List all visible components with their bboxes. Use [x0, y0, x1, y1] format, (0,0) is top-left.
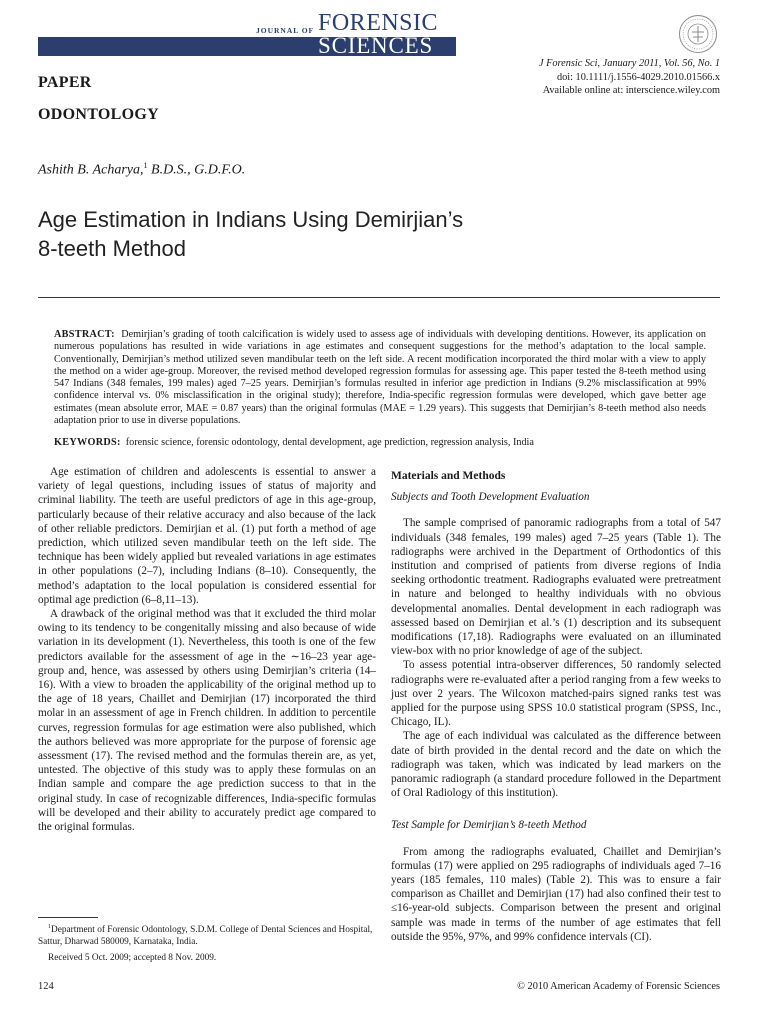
author-name: Ashith B. Acharya, — [38, 162, 144, 178]
academy-seal-icon — [678, 14, 718, 54]
title-line-1: Age Estimation in Indians Using Demirjian’s — [38, 207, 464, 232]
intro-paragraph-1: Age estimation of children and adolescents is essential to answer a variety of legal questions, including issues of status of majority and criminal liability. The teeth are useful predictors of age in this age-group, particularly because of their relative accuracy and also because of the lack of other reliable predictors. Demirjian et al. (1) put forth a method of age prediction, which utilized seven mandibular teeth on the left side. The technique has been widely applied but revealed variations in age estimates in other populations (2–7), including Indians (8–10). Consequently, the method’s adaptation to the local population is considered essential for optimal age prediction (6–8,11–13). — [38, 466, 376, 606]
abstract-text: Demirjian’s grading of tooth calcification is widely used to assess age of individuals with developing dentitions. However, its application on numerous populations has resulted in wide variations in age estimates and consequent suggestions for the method’s adaptation to the local sample. Conventionally, Demirjian’s method utilized seven mandibular teeth on the left side. A recent modification incorporated the third molar with a view to apply the method on a wider age-group. Moreover, the revised method developed regression formulas for assessing age. This paper tested the 8-teeth method using 547 Indians (348 females, 199 males) aged 7–25 years. Demirjian’s formulas resulted in inferior age prediction in Indians (9.2% misclassification at 99% confidence interval vs. 0% misclassification in the original study); therefore, India-specific regression formulas were developed, which gave better age estimates (mean absolute error, MAE = 0.87 years) than the original formulas (MAE = 1.29 years). This suggests that Demirjian’s 8-teeth method also needs adaptation prior to use in diverse populations. — [54, 329, 706, 427]
page-number: 124 — [38, 981, 54, 992]
masthead-journal-of: JOURNAL OF — [256, 26, 315, 35]
citation-block — [539, 57, 720, 98]
author-line — [38, 161, 245, 179]
title-divider — [38, 297, 720, 298]
keywords — [54, 436, 706, 449]
test-sample-paragraph-1: From among the radiographs evaluated, Chaillet and Demirjian’s formulas (17) were applied on 295 radiographs of individuals aged 7–16 years (185 females, 110 males) (Table 2). This was to ensure a fair comparison as Chaillet and Demirjian (17) had also confined their test to ≤16-year-old subjects. Comparison between the present and original sample was made in terms of the number of age estimates that fell outside the 95%, 97%, and 99% confidence intervals (CI). — [391, 845, 721, 943]
subject-label: ODONTOLOGY — [38, 106, 159, 123]
methods-paragraph-2: To assess potential intra-observer differences, 50 randomly selected radiographs were re-evaluated after a period ranging from a few weeks to just over 2 years. The Wilcoxon matched-pairs signed ranks test was applied for the purpose using SPSS 10.0 statistical program (SPSS, Inc., Chicago, IL). — [391, 659, 721, 729]
title-line-2: 8-teeth Method — [38, 236, 186, 261]
footnote — [38, 922, 376, 965]
right-column — [391, 469, 721, 944]
methods-paragraph-1: The sample comprised of panoramic radiographs from a total of 547 individuals (348 females, 199 males) aged 7–25 years (Table 1). The radiographs were archived in the Department of Orthodontics of this institution and comprised of patients from diverse regions of India seeking orthodontic treatment. Radiographs evaluated were pretreatment in nature and belonged to healthy individuals with no obvious developmental anomalies. Dental development in each radiograph was assessed based on Demirjian et al.’s (1) description and its subsequent modifications (17,18). Radiographs were evaluated on an illuminated view-box with no prior knowledge of age of the subject. — [391, 517, 721, 658]
author-degrees: B.D.S., G.D.F.O. — [147, 162, 246, 178]
abstract — [54, 329, 706, 427]
masthead-forensic: FORENSIC — [318, 10, 439, 36]
online-availability: Available online at: interscience.wiley.com — [542, 85, 720, 96]
section-heading-methods: Materials and Methods — [391, 470, 506, 482]
abstract-label: ABSTRACT: — [54, 329, 115, 340]
keywords-label: KEYWORDS: — [54, 437, 121, 448]
footnote-affiliation — [38, 922, 376, 948]
section-label: PAPER — [38, 74, 92, 91]
doi: doi: 10.1111/j.1556-4029.2010.01566.x — [556, 71, 720, 83]
affiliation-mark: 1 — [143, 161, 148, 170]
subheading-test-sample: Test Sample for Demirjian’s 8-teeth Method — [391, 819, 587, 832]
journal-reference: J Forensic Sci, January 2011, Vol. 56, No. 1 — [538, 58, 720, 69]
footnote-mark: 1 — [48, 924, 51, 930]
left-column — [38, 465, 376, 834]
footnote-divider — [38, 917, 98, 918]
copyright: © 2010 American Academy of Forensic Sciences — [517, 981, 720, 992]
intro-paragraph-2: A drawback of the original method was that it excluded the third molar owing to its tendency to be congenitally missing and also because of wide variation in its development (1). Nevertheless, this tooth is one of the few predictors available for the assessment of age in the ∼16–23 year age-group and, hence, was assessed by others using Demirjian’s criteria (14–16). With a view to broaden the applicability of the original method up to the age of 18 years, Chaillet and Demirjian (17) incorporated the third molar in an assessment of age in French children. In addition to percentile curves, regression formulas for age estimation were also published, which the authors believed was more appropriate for the purpose of forensic age assessment (17). The revised method and the formulas therein are, as yet, untested. The objective of this study was to apply these formulas on an Indian sample and compare the age prediction success to that in the original study. In case of recognizable differences, India-specific formulas will be developed and their ability to accurately predict age compared to the original formulas. — [38, 608, 376, 834]
subheading-subjects: Subjects and Tooth Development Evaluation — [391, 491, 590, 504]
masthead-sciences: SCIENCES — [318, 33, 434, 58]
footnote-affiliation-text: Department of Forensic Odontology, S.D.M. College of Dental Sciences and Hospital, Sattur, Dharwad 580009, Karnataka, India. — [38, 925, 373, 947]
methods-paragraph-3: The age of each individual was calculated as the difference between date of birth provided in the dental record and the date on which the radiograph was taken, which was indicated by lead markers on the panoramic radiograph (a standard procedure followed in the Department of Oral Radiology of this institution). — [391, 730, 721, 800]
received-dates: Received 5 Oct. 2009; accepted 8 Nov. 2009. — [48, 953, 217, 964]
article-title — [38, 205, 598, 263]
keywords-text: forensic science, forensic odontology, dental development, age prediction, regression analysis, India — [125, 437, 534, 448]
